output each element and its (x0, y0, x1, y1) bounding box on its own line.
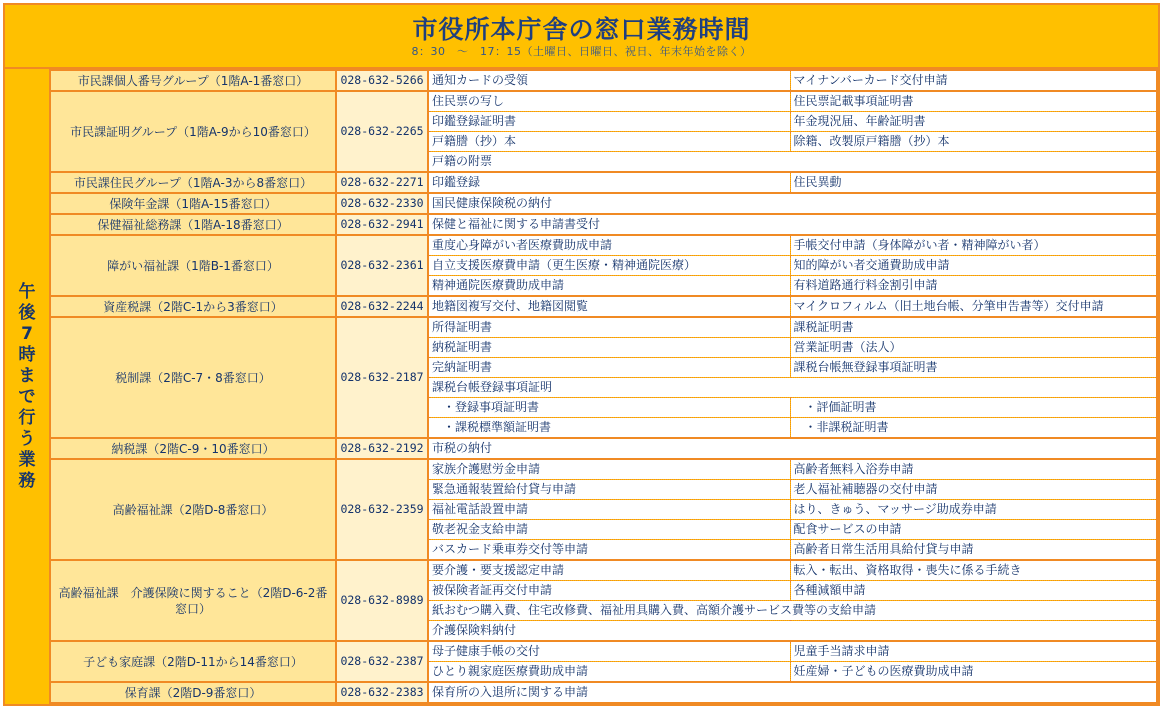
service-item: 営業証明書（法人） (790, 338, 1157, 358)
service-item: 母子健康手帳の交付 (428, 641, 790, 662)
service-item: 住民異動 (790, 172, 1157, 193)
service-item: 妊産婦・子どもの医療費助成申請 (790, 662, 1157, 683)
service-item: 緊急通報装置給付貸与申請 (428, 480, 790, 500)
service-item: 完納証明書 (428, 358, 790, 378)
service-item: 高齢者日常生活用具給付貸与申請 (790, 540, 1157, 561)
service-item: 国民健康保険税の納付 (428, 193, 1157, 214)
service-item: 住民票の写し (428, 91, 790, 112)
service-item: 有料道路通行料金割引申請 (790, 276, 1157, 297)
department-phone: 028-632-2361 (336, 235, 428, 296)
service-row (5, 172, 1157, 193)
service-row (5, 560, 1157, 581)
service-item: 老人福祉補聴器の交付申請 (790, 480, 1157, 500)
service-row (5, 214, 1157, 235)
department-name: 税制課（2階C-7・8番窓口） (50, 317, 336, 438)
service-item: 児童手当請求申請 (790, 641, 1157, 662)
department-name: 高齢福祉課（2階D-8番窓口） (50, 459, 336, 560)
department-phone: 028-632-2387 (336, 641, 428, 682)
department-name: 障がい福祉課（1階B-1番窓口） (50, 235, 336, 296)
service-row (5, 438, 1157, 459)
service-item: 住民票記載事項証明書 (790, 91, 1157, 112)
service-item: 戸籍の附票 (428, 152, 1157, 173)
service-item: 通知カードの受領 (428, 70, 790, 91)
service-item: 家族介護慰労金申請 (428, 459, 790, 480)
service-item: 紙おむつ購入費、住宅改修費、福祉用具購入費、高額介護サービス費等の支給申請 (428, 601, 1157, 621)
service-item: 各種減額申請 (790, 581, 1157, 601)
service-item: 知的障がい者交通費助成申請 (790, 256, 1157, 276)
department-phone: 028-632-8989 (336, 560, 428, 641)
service-row (5, 317, 1157, 338)
department-name: 保健福祉総務課（1階A-18番窓口） (50, 214, 336, 235)
service-row (5, 641, 1157, 662)
service-item: 福祉電話設置申請 (428, 500, 790, 520)
department-name: 高齢福祉課 介護保険に関すること（2階D-6-2番窓口） (50, 560, 336, 641)
department-name: 市民課証明グループ（1階A-9から10番窓口） (50, 91, 336, 172)
service-item: 重度心身障がい者医療費助成申請 (428, 235, 790, 256)
service-row (5, 296, 1157, 317)
service-item: 配食サービスの申請 (790, 520, 1157, 540)
service-item: 保健と福祉に関する申請書受付 (428, 214, 1157, 235)
department-name: 資産税課（2階C-1から3番窓口） (50, 296, 336, 317)
service-item: はり、きゅう、マッサージ助成券申請 (790, 500, 1157, 520)
service-item: 被保険者証再交付申請 (428, 581, 790, 601)
service-table-body (5, 70, 1157, 703)
department-phone: 028-632-5266 (336, 70, 428, 91)
service-item: 要介護・要支援認定申請 (428, 560, 790, 581)
department-name: 市民課住民グループ（1階A-3から8番窓口） (50, 172, 336, 193)
service-item: 敬老祝金支給申請 (428, 520, 790, 540)
service-item: 精神通院医療費助成申請 (428, 276, 790, 297)
service-item: 年金現況届、年齢証明書 (790, 112, 1157, 132)
service-row (5, 682, 1157, 703)
service-item: 高齢者無料入浴券申請 (790, 459, 1157, 480)
service-item: バスカード乗車券交付等申請 (428, 540, 790, 561)
service-item: 課税台帳登録事項証明 (428, 378, 1157, 398)
evening-hours-column (5, 70, 50, 703)
service-item: 戸籍謄（抄）本 (428, 132, 790, 152)
service-item: マイナンバーカード交付申請 (790, 70, 1157, 91)
service-row (5, 235, 1157, 256)
service-row (5, 459, 1157, 480)
service-item: 地籍図複写交付、地籍図閲覧 (428, 296, 790, 317)
department-phone: 028-632-2192 (336, 438, 428, 459)
department-phone: 028-632-2383 (336, 682, 428, 703)
service-row (5, 193, 1157, 214)
service-item: 課税台帳無登録事項証明書 (790, 358, 1157, 378)
page-title: 市役所本庁舎の窓口業務時間 (412, 15, 751, 44)
service-row (5, 70, 1157, 91)
department-phone: 028-632-2271 (336, 172, 428, 193)
department-name: 保育課（2階D-9番窓口） (50, 682, 336, 703)
department-phone: 028-632-2187 (336, 317, 428, 438)
department-phone: 028-632-2941 (336, 214, 428, 235)
department-name: 子ども家庭課（2階D-11から14番窓口） (50, 641, 336, 682)
service-item: 所得証明書 (428, 317, 790, 338)
service-item: ・課税標準額証明書 (428, 418, 790, 439)
service-item: ・評価証明書 (790, 398, 1157, 418)
service-item: 介護保険料納付 (428, 621, 1157, 642)
department-phone: 028-632-2359 (336, 459, 428, 560)
department-name: 納税課（2階C-9・10番窓口） (50, 438, 336, 459)
service-item: 保育所の入退所に関する申請 (428, 682, 1157, 703)
office-hours-sheet (3, 3, 1160, 706)
department-phone: 028-632-2330 (336, 193, 428, 214)
service-item: 納税証明書 (428, 338, 790, 358)
service-item: ・非課税証明書 (790, 418, 1157, 439)
service-item: 転入・転出、資格取得・喪失に係る手続き (790, 560, 1157, 581)
service-table (5, 69, 1158, 704)
service-item: 市税の納付 (428, 438, 1157, 459)
department-name: 保険年金課（1階A-15番窓口） (50, 193, 336, 214)
department-phone: 028-632-2265 (336, 91, 428, 172)
service-item: ・登録事項証明書 (428, 398, 790, 418)
service-item: 除籍、改製原戸籍謄（抄）本 (790, 132, 1157, 152)
service-item: 自立支援医療費申請（更生医療・精神通院医療） (428, 256, 790, 276)
evening-hours-label: 午後7時まで行う業務 (18, 281, 36, 491)
business-hours-note: 8：30 ～ 17：15（土曜日、日曜日、祝日、年末年始を除く） (411, 45, 752, 58)
service-item: 手帳交付申請（身体障がい者・精神障がい者） (790, 235, 1157, 256)
service-item: 印鑑登録証明書 (428, 112, 790, 132)
service-item: マイクロフィルム（旧土地台帳、分筆申告書等）交付申請 (790, 296, 1157, 317)
service-item: ひとり親家庭医療費助成申請 (428, 662, 790, 683)
service-row (5, 91, 1157, 112)
department-name: 市民課個人番号グループ（1階A-1番窓口） (50, 70, 336, 91)
department-phone: 028-632-2244 (336, 296, 428, 317)
sheet-header (5, 5, 1158, 69)
service-item: 課税証明書 (790, 317, 1157, 338)
service-item: 印鑑登録 (428, 172, 790, 193)
